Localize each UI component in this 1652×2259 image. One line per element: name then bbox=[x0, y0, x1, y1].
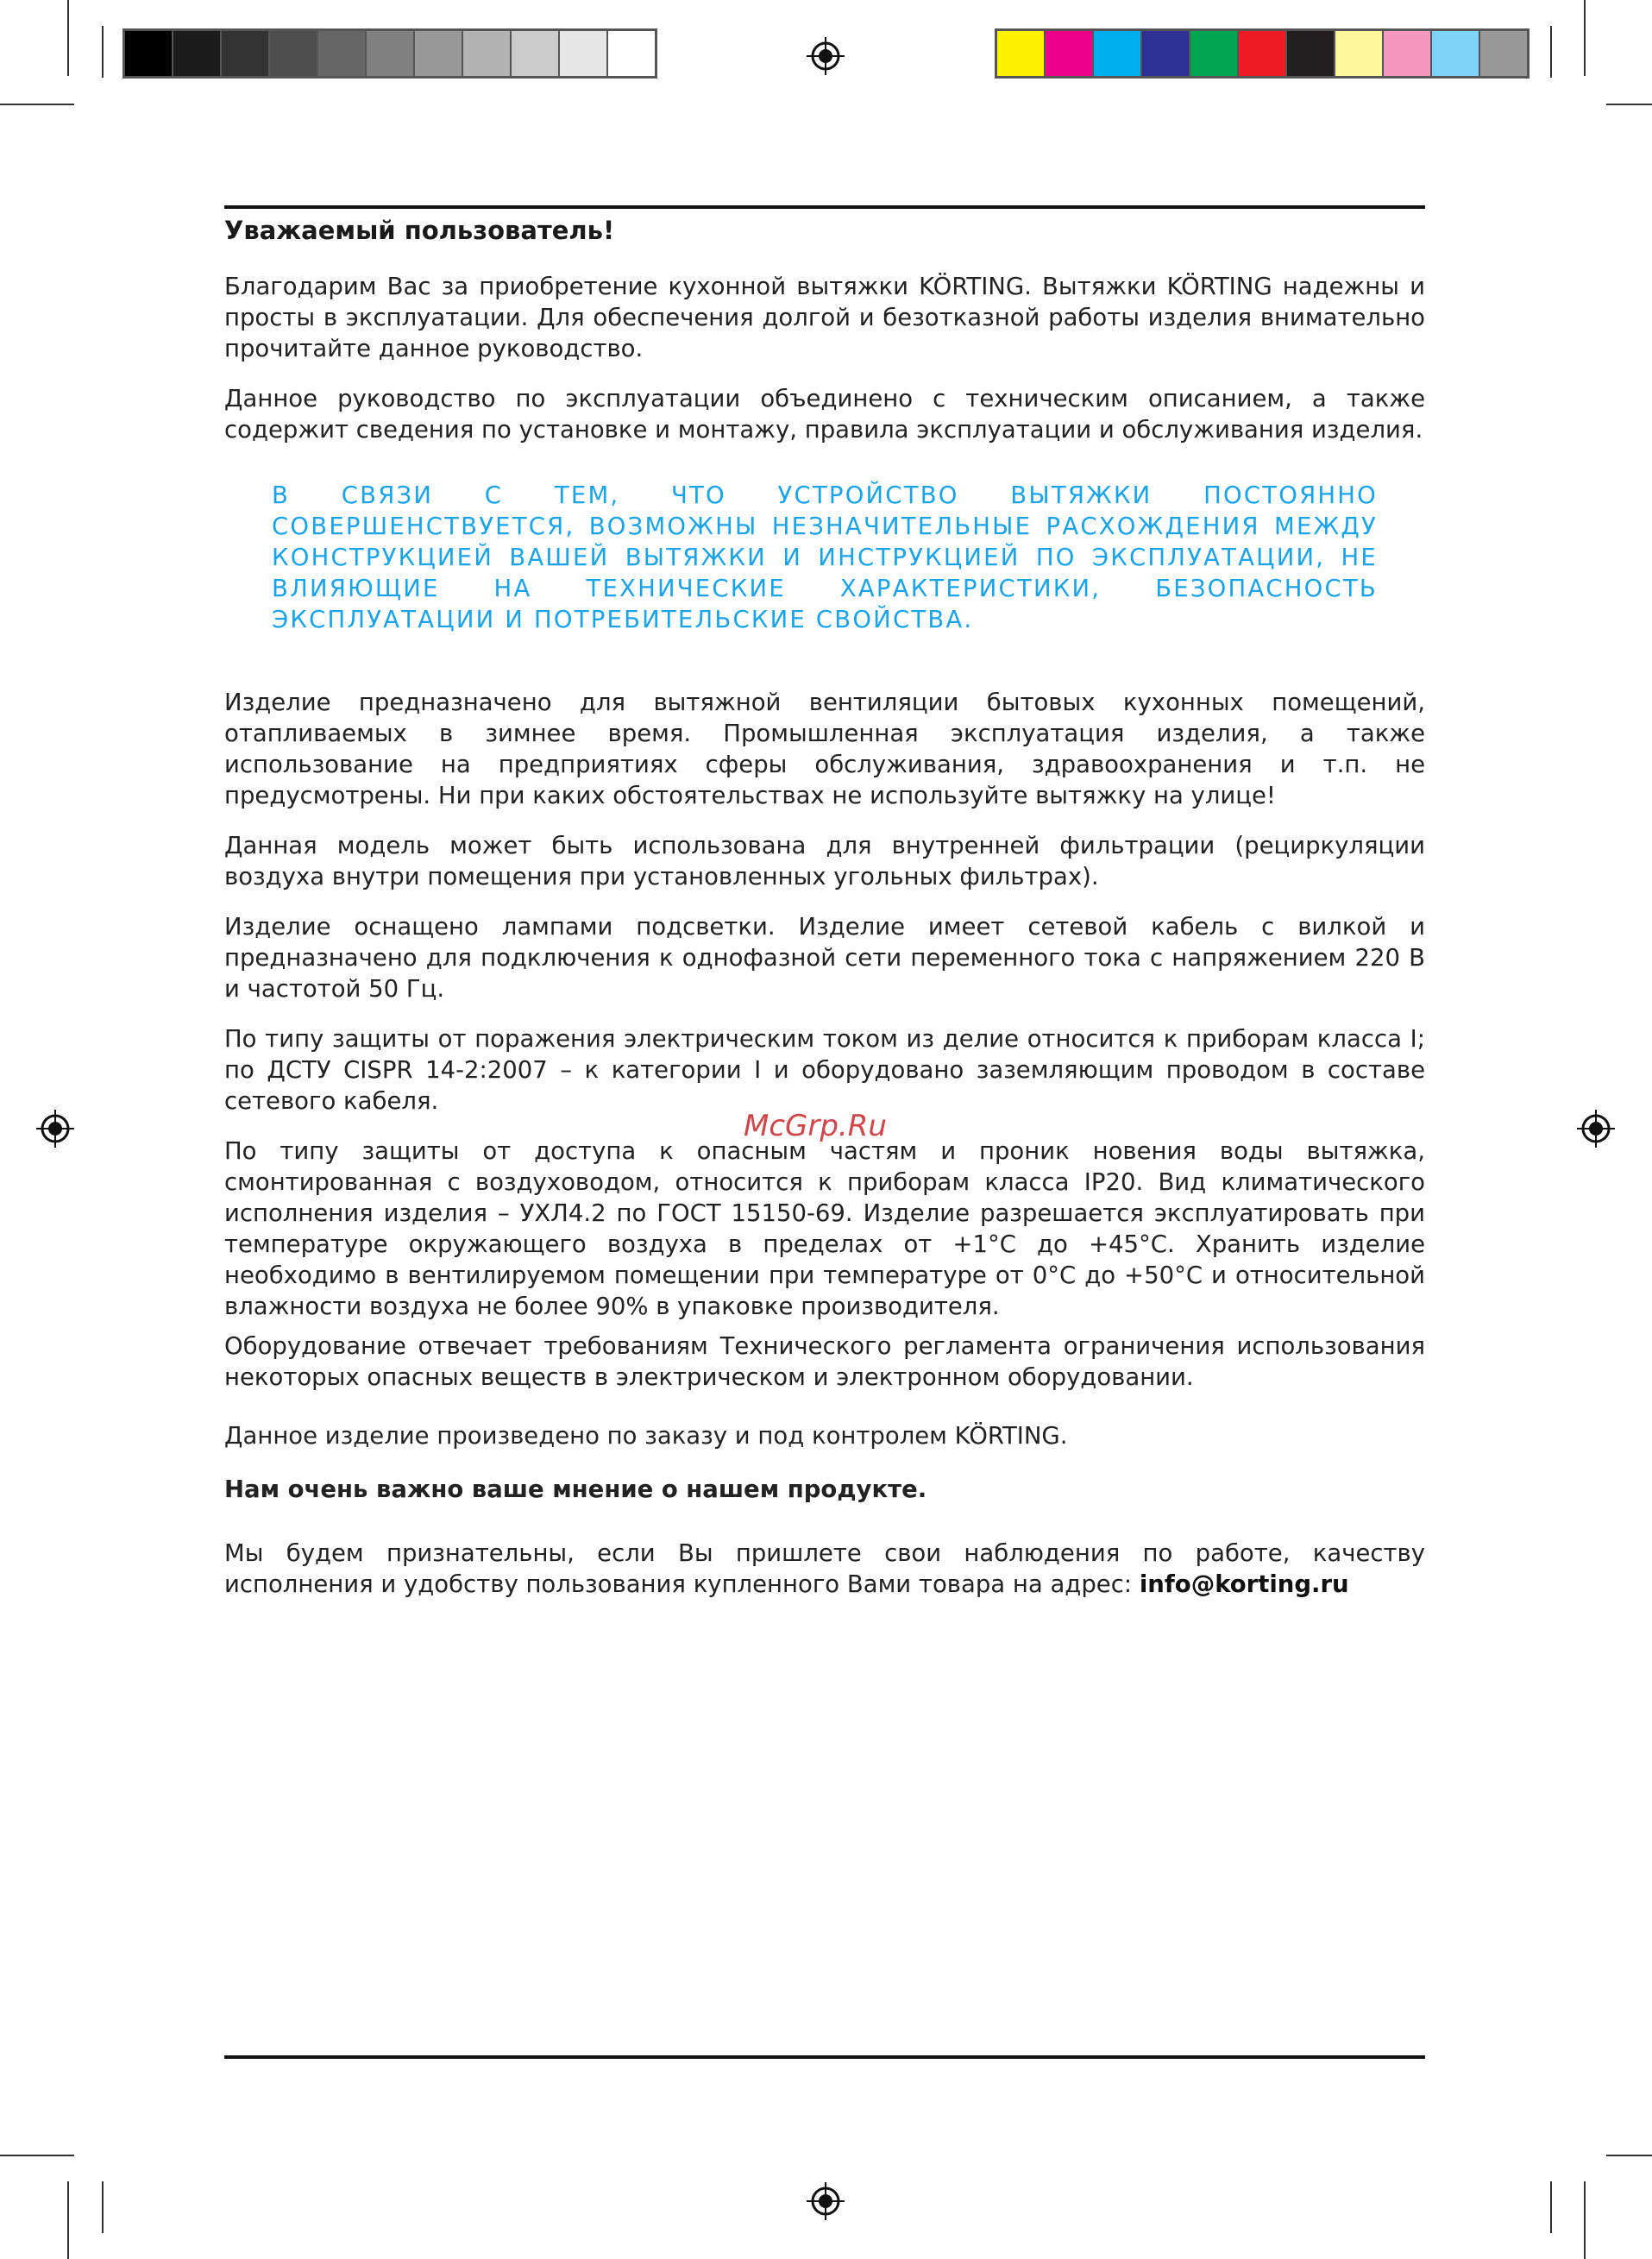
color-swatch bbox=[1189, 31, 1237, 76]
paragraph: По типу защиты от поражения электрическим током из делие относится к приборам класса I; по ДСТУ CISPR 14-2:2007 – к категории I и оборудовано заземляющим проводом в составе сетевого кабеля. bbox=[224, 1025, 1425, 1115]
registration-mark-icon bbox=[807, 37, 845, 75]
color-swatch bbox=[1092, 31, 1140, 76]
crop-mark bbox=[67, 0, 69, 76]
crop-mark bbox=[1550, 2181, 1552, 2233]
feedback-heading: Нам очень важно ваше мнение о нашем продукте. bbox=[224, 1476, 927, 1503]
registration-mark-icon bbox=[807, 2182, 845, 2220]
color-swatch bbox=[317, 31, 365, 76]
color-swatch bbox=[1382, 31, 1430, 76]
color-swatch bbox=[558, 31, 606, 76]
color-swatch bbox=[1140, 31, 1189, 76]
registration-mark-icon bbox=[36, 1110, 74, 1148]
crop-mark bbox=[67, 2181, 69, 2259]
gray-scale-bar bbox=[122, 28, 657, 79]
color-swatch bbox=[510, 31, 558, 76]
crop-mark bbox=[1606, 2155, 1652, 2156]
paragraph: Оборудование отвечает требованиям Технического регламента ограничения использования некоторых опасных веществ в электрическом и электронном оборудовании. bbox=[224, 1332, 1425, 1391]
paragraph: Данное руководство по эксплуатации объединено с техническим описанием, а также содержит сведения по установке и монтажу, правила эксплуатации и обслуживания изделия. bbox=[224, 385, 1425, 444]
color-swatch bbox=[1479, 31, 1527, 76]
page-title: Уважаемый пользователь! bbox=[224, 216, 615, 245]
crop-mark bbox=[102, 2181, 104, 2233]
crop-mark bbox=[1584, 0, 1586, 76]
paragraph: Изделие оснащено лампами подсветки. Изделие имеет сетевой кабель с вилкой и предназначено для подключения к однофазной сети переменного тока с напряжением 220 В и частотой 50 Гц. bbox=[224, 913, 1425, 1003]
color-swatch bbox=[413, 31, 462, 76]
watermark: McGrp.Ru bbox=[744, 1109, 887, 1143]
color-swatch bbox=[997, 31, 1044, 76]
color-swatch bbox=[1285, 31, 1334, 76]
color-swatch bbox=[1334, 31, 1382, 76]
registration-mark-icon bbox=[1577, 1110, 1615, 1148]
top-rule bbox=[224, 205, 1425, 209]
color-swatch bbox=[268, 31, 317, 76]
color-swatch bbox=[1430, 31, 1479, 76]
closing-paragraph bbox=[224, 1538, 1425, 1600]
crop-mark bbox=[1584, 2181, 1586, 2259]
paragraph: Данная модель может быть использована для внутренней фильтрации (рециркуляции воздуха внутри помещения при установленных угольных фильтрах). bbox=[224, 832, 1425, 890]
paragraph: Изделие предназначено для вытяжной вентиляции бытовых кухонных помещений, отапливаемых в зимнее время. Промышленная эксплуатация изделия, а также использование на предприятиях сферы обслуживания, здравоохранения и т.п. не предусмотрены. Ни при каких обстоятельствах не используйте вытяжку на улице! bbox=[224, 689, 1425, 809]
crop-mark bbox=[0, 104, 74, 105]
color-swatch bbox=[220, 31, 268, 76]
crop-mark bbox=[1550, 26, 1552, 78]
paragraph: По типу защиты от доступа к опасным частям и проник новения воды вытяжка, смонтированная с воздуховодом, относится к приборам класса IP20. Вид климатического исполнения изделия – УХЛ4.2 по ГОСТ 15150-69. Изделие разрешается эксплуатировать при температуре окружающего воздуха в пределах от +1°С до +45°С. Хранить изделие необходимо в вентилируемом помещении при температуре от 0°С до +50°С и относительной влажности воздуха не более 90% в упаковке производителя. bbox=[224, 1137, 1425, 1320]
color-swatch bbox=[365, 31, 413, 76]
color-swatch bbox=[172, 31, 220, 76]
document-body bbox=[224, 216, 1425, 1619]
color-swatch bbox=[606, 31, 655, 76]
color-swatch bbox=[1044, 31, 1092, 76]
color-scale-bar bbox=[995, 28, 1530, 79]
crop-mark bbox=[102, 26, 104, 78]
paragraph: Данное изделие произведено по заказу и под контролем KÖRTING. bbox=[224, 1422, 1068, 1450]
bottom-rule bbox=[224, 2055, 1425, 2059]
color-swatch bbox=[125, 31, 172, 76]
notice-block: В СВЯЗИ С ТЕМ, ЧТО УСТРОЙСТВО ВЫТЯЖКИ ПОСТОЯННО СОВЕРШЕНСТВУЕТСЯ, ВОЗМОЖНЫ НЕЗНАЧИТЕЛЬНЫЕ РАСХОЖДЕНИЯ МЕЖДУ КОНСТРУКЦИЕЙ ВАШЕЙ ВЫТЯЖКИ И ИНСТРУКЦИЕЙ ПО ЭКСПЛУАТАЦИИ, НЕ ВЛИЯЮЩИЕ НА ТЕХНИЧЕСКИЕ ХАРАКТЕРИСТИКИ, БЕЗОПАСНОСТЬ ЭКСПЛУАТАЦИИ И ПОТРЕБИТЕЛЬСКИЕ СВОЙСТВА. bbox=[272, 481, 1378, 633]
color-swatch bbox=[1237, 31, 1285, 76]
paragraph: Благодарим Вас за приобретение кухонной вытяжки KÖRTING. Вытяжки KÖRTING надежны и просты в эксплуатации. Для обеспечения долгой и безотказной работы изделия внимательно прочитайте данное руководство. bbox=[224, 273, 1425, 362]
crop-mark bbox=[0, 2155, 74, 2156]
email-link[interactable]: info@korting.ru bbox=[1139, 1570, 1349, 1598]
closing-text: Мы будем признательны, если Вы пришлете свои наблюдения по работе, качеству исполнения и удобству пользования купленного Вами товара на адрес: bbox=[224, 1539, 1425, 1598]
color-swatch bbox=[462, 31, 510, 76]
crop-mark bbox=[1606, 104, 1652, 105]
